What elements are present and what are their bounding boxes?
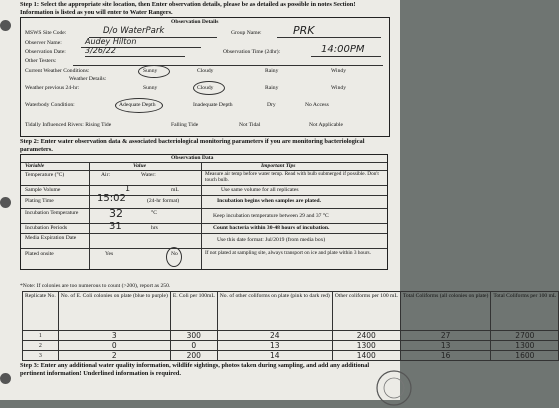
plated-onsite-no[interactable]: No [171,251,178,257]
site-code-label: MSWS Site Code: [25,30,67,36]
observer-name-value[interactable]: Audey Hilton [85,37,137,46]
replicate-value-cell[interactable]: 2400 [332,331,400,341]
incubation-temp-unit: °C [151,210,157,216]
replicate-header-row [23,292,559,331]
replicate-number-cell: 1 [23,331,59,341]
replicate-value-cell[interactable]: 3 [58,331,170,341]
incubation-temp-value[interactable]: 32 [109,207,123,220]
weather-option-rainy[interactable]: Rainy [265,68,279,74]
var-plated-onsite: Plated onsite [25,251,54,257]
weather-previous-label: Weather previous 24-hr: [25,85,80,91]
tip-temperature: Measure air temp before water temp. Read with bulb submerged if possible. Don't touch bulb. [205,171,379,184]
replicate-row [23,341,559,351]
tip-plated-onsite: If not plated at sampling site, always transport on ice and plate within 3 hours. [205,250,371,256]
plating-time-value[interactable]: 15:02 [97,193,126,204]
incubation-periods-unit: hrs [151,225,158,231]
replicate-value-cell[interactable]: 1600 [491,351,559,361]
replicate-value-cell[interactable]: 13 [217,341,332,351]
temp-air-label: Air: [101,172,111,178]
tidal-not-tidal[interactable]: Not Tidal [239,122,261,128]
replicate-value-cell[interactable]: 16 [400,351,491,361]
site-code-value[interactable]: D/o WaterPark [103,26,165,36]
step2-instructions: Step 2: Enter water observation data & associated bacteriological monitoring parameters if you are monitoring bacteriological parameters. [20,138,365,153]
replicate-value-cell[interactable]: 24 [217,331,332,341]
waterbody-condition-label: Waterbody Condition: [25,102,75,108]
replicate-header-cell: No. of other coliforms on plate (pink to dark red) [217,292,332,331]
tidal-label: Tidally Influenced Rivers: Rising Tide [25,122,112,128]
observation-details-box [20,17,390,137]
other-testers-line [73,65,383,66]
tip-media-expiration: Use this date format: Jul/2019 (from media box) [217,237,326,243]
replicate-value-cell[interactable]: 200 [170,351,217,361]
cloudy-circle-mark [193,81,225,95]
tidal-not-applicable[interactable]: Not Applicable [309,122,344,128]
prev-weather-rainy[interactable]: Rainy [265,85,279,91]
plated-onsite-yes[interactable]: Yes [105,251,114,257]
group-name-value[interactable]: PRK [293,24,315,37]
binder-hole [0,20,11,31]
binder-hole [0,197,11,208]
tip-plating-time: Incubation begins when samples are plated. [217,198,322,204]
header-value: Value [133,163,147,169]
var-incubation-periods: Incubation Periods [25,225,68,231]
observation-data-table [20,154,388,270]
tip-incubation-temperature: Keep incubation temperature between 29 and 37 °C [213,213,329,219]
note-too-numerous: *Note: If colonies are too numerous to count (>200), report as 250. [20,283,171,289]
observation-data-title: Observation Data [171,155,214,161]
other-testers-label: Other Testers: [25,58,57,64]
waterbody-inadequate-depth[interactable]: Inadequate Depth [193,102,233,108]
replicate-value-cell[interactable]: 1300 [332,341,400,351]
replicate-value-cell[interactable]: 0 [170,341,217,351]
observer-name-label: Observer Name: [25,40,62,46]
prev-weather-windy[interactable]: Windy [331,85,347,91]
replicate-value-cell[interactable]: 2700 [491,331,559,341]
observation-details-title: Observation Details [171,19,219,25]
current-weather-label: Current Weather Conditions: [25,68,90,74]
replicate-header-cell: E. Coli per 100mL [170,292,217,331]
observation-time-line [311,56,381,57]
sunny-circle-mark [138,65,170,78]
replicate-value-cell[interactable]: 14 [217,351,332,361]
header-important-tips: Important Tips [261,163,296,169]
header-variable: Variable [25,163,45,169]
replicate-value-cell[interactable]: 1300 [491,341,559,351]
organization-seal [374,368,414,408]
prev-weather-cloudy[interactable]: Cloudy [197,85,214,91]
replicate-header-cell: No. of E. Coli colonies on plate (blue to purple) [58,292,170,331]
tidal-falling[interactable]: Falling Tide [171,122,199,128]
waterbody-dry[interactable]: Dry [267,102,276,108]
adequate-depth-circle-mark [115,98,163,113]
replicate-table [22,291,559,361]
replicate-value-cell[interactable]: 27 [400,331,491,341]
weather-option-sunny[interactable]: Sunny [143,68,158,74]
replicate-value-cell[interactable]: 2 [58,351,170,361]
sample-volume-unit: mL [171,187,179,193]
replicate-row [23,331,559,341]
replicate-number-cell: 2 [23,341,59,351]
observation-date-label: Observation Date: [25,49,66,55]
replicate-header-cell: Total Coliforms per 100 mL [491,292,559,331]
tip-incubation-periods: Count bacteria within 30-48 hours of incubation. [213,225,330,231]
weather-option-cloudy[interactable]: Cloudy [197,68,214,74]
group-name-line [277,37,381,38]
var-plating-time: Plating Time [25,198,54,204]
plating-time-unit: (24-hr format) [147,198,180,204]
observation-time-label: Observation Time (24hr): [223,49,281,55]
step1-instructions: Step 1: Select the appropriate site location, then Enter observation details, please be as detailed as possible in notes Section! Information is listed as you will enter to Water Rangers. [20,1,356,16]
tip-sample-volume: Use same volume for all replicates [221,187,299,193]
binder-hole [0,373,11,384]
sample-volume-value[interactable]: 1 [125,184,131,193]
observation-time-value[interactable]: 14:00PM [321,44,365,55]
var-temperature: Temperature (°C) [25,172,65,178]
replicate-number-cell: 3 [23,351,59,361]
var-incubation-temperature: Incubation Temperature [25,210,79,216]
waterbody-no-access[interactable]: No Access [305,102,329,108]
replicate-header-cell: Replicate No. [23,292,59,331]
incubation-periods-value[interactable]: 31 [109,221,122,232]
step3-instructions: Step 3: Enter any additional water quality information, wildlife sightings, photos taken during sampling, and add any additional pertinent information! Underlined information is required. [20,362,370,377]
replicate-value-cell[interactable]: 13 [400,341,491,351]
replicate-header-cell: Other coliforms per 100 mL [332,292,400,331]
prev-weather-sunny[interactable]: Sunny [143,85,158,91]
replicate-value-cell[interactable]: 1400 [332,351,400,361]
no-circle-mark [166,247,182,267]
replicate-value-cell[interactable]: 300 [170,331,217,341]
var-sample-volume: Sample Volume [25,187,61,193]
temp-water-label: Water: [141,172,156,178]
weather-option-windy[interactable]: Windy [331,68,347,74]
observation-date-line [85,56,185,57]
group-name-label: Group Name: [231,30,262,36]
observation-date-value[interactable]: 3/26/22 [85,46,116,55]
replicate-row [23,351,559,361]
replicate-header-cell: Total Coliforms (all colonies on plate) [400,292,491,331]
waterbody-adequate-depth[interactable]: Adequate Depth [119,102,156,108]
var-media-expiration: Media Expiration Date [25,235,77,241]
weather-details-label: Weather Details: [69,76,107,82]
replicate-value-cell[interactable]: 0 [58,341,170,351]
